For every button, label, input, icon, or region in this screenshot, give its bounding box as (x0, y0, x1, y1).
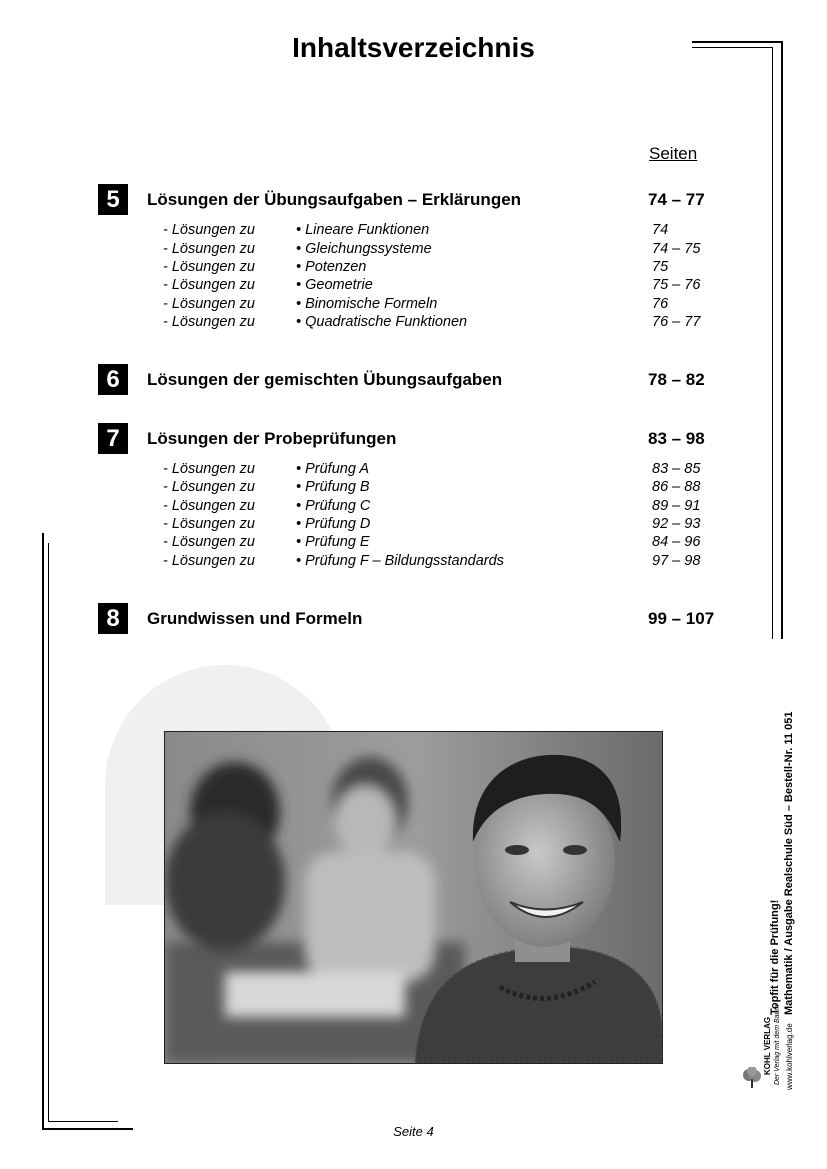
sub-entry-pages: 89 – 91 (652, 498, 701, 514)
sub-entry-pages: 97 – 98 (652, 553, 701, 569)
student-photo (164, 731, 663, 1064)
sub-entry-prefix: - Lösungen zu (163, 259, 255, 275)
frame-line-left (42, 533, 44, 1130)
sub-entry-topic: • Potenzen (296, 259, 367, 275)
sub-entry-pages: 84 – 96 (652, 534, 701, 550)
section-number: 6 (98, 364, 128, 395)
sidebar-title: Topfit für die Prüfung! (769, 899, 781, 1015)
sub-entry-topic: • Prüfung D (296, 516, 371, 532)
frame-line-bottom-left-inner (48, 1121, 118, 1122)
sub-entry-prefix: - Lösungen zu (163, 516, 255, 532)
sub-entry-prefix: - Lösungen zu (163, 498, 255, 514)
sub-entry-prefix: - Lösungen zu (163, 534, 255, 550)
sub-entry-prefix: - Lösungen zu (163, 222, 255, 238)
section-number: 5 (98, 184, 128, 215)
sub-entry-prefix: - Lösungen zu (163, 461, 255, 477)
publisher-slogan: Der Verlag mit dem Baum (774, 1004, 781, 1085)
sub-entry-topic: • Prüfung A (296, 461, 370, 477)
sub-entry-prefix: - Lösungen zu (163, 277, 255, 293)
sub-entry-topic: • Prüfung B (296, 479, 370, 495)
frame-line-right (781, 41, 783, 639)
sub-entry-pages: 75 (652, 259, 669, 275)
section-title: Lösungen der gemischten Übungsaufgaben (147, 370, 503, 389)
sub-entry-topic: • Prüfung C (296, 498, 371, 514)
sub-entry-pages: 86 – 88 (652, 479, 701, 495)
sub-entry-topic: • Binomische Formeln (296, 296, 438, 312)
section-title: Lösungen der Übungsaufgaben – Erklärungen (147, 190, 522, 209)
sub-entry-pages: 76 – 77 (652, 314, 701, 330)
page-title: Inhaltsverzeichnis (292, 32, 535, 63)
publisher-sidebar (741, 695, 827, 1095)
pages-column-header: Seiten (649, 144, 698, 163)
sub-entry-pages: 83 – 85 (652, 461, 701, 477)
section-number: 7 (98, 423, 128, 454)
sub-entry-pages: 74 (652, 222, 669, 238)
tree-logo-icon (741, 1067, 763, 1089)
sub-entry-topic: • Prüfung E (296, 534, 370, 550)
sub-entry-topic: • Prüfung F – Bildungsstandards (296, 553, 504, 569)
sub-entry-topic: • Quadratische Funktionen (296, 314, 468, 330)
section-title: Lösungen der Probeprüfungen (147, 429, 397, 448)
publisher-logo: KOHL VERLAG (763, 1016, 772, 1075)
sub-entry-pages: 75 – 76 (652, 277, 701, 293)
sub-entry-prefix: - Lösungen zu (163, 479, 255, 495)
sub-entry-prefix: - Lösungen zu (163, 314, 255, 330)
sub-entry-pages: 74 – 75 (652, 241, 701, 257)
section-pages: 83 – 98 (648, 429, 705, 448)
sub-entry-topic: • Gleichungssysteme (296, 241, 432, 257)
frame-line-left-inner (48, 543, 49, 1121)
sidebar-order-info: Mathematik / Ausgabe Realschule Süd – Bestell-Nr. 11 051 (783, 711, 795, 1015)
section-pages: 99 – 107 (648, 609, 715, 628)
sub-entry-topic: • Geometrie (296, 277, 373, 293)
student-photo-illustration (165, 732, 662, 1063)
publisher-url: www.kohlverlag.de (785, 1023, 794, 1090)
section-number: 8 (98, 603, 128, 634)
section-title: Grundwissen und Formeln (147, 609, 363, 628)
sub-entry-pages: 92 – 93 (652, 516, 701, 532)
section-pages: 74 – 77 (648, 190, 705, 209)
sub-entry-pages: 76 (652, 296, 669, 312)
sub-entry-prefix: - Lösungen zu (163, 241, 255, 257)
page-number: Seite 4 (393, 1124, 434, 1139)
sub-entry-prefix: - Lösungen zu (163, 553, 255, 569)
section-pages: 78 – 82 (648, 370, 705, 389)
frame-line-right-inner (772, 47, 773, 639)
sub-entry-topic: • Lineare Funktionen (296, 222, 430, 238)
sub-entry-prefix: - Lösungen zu (163, 296, 255, 312)
